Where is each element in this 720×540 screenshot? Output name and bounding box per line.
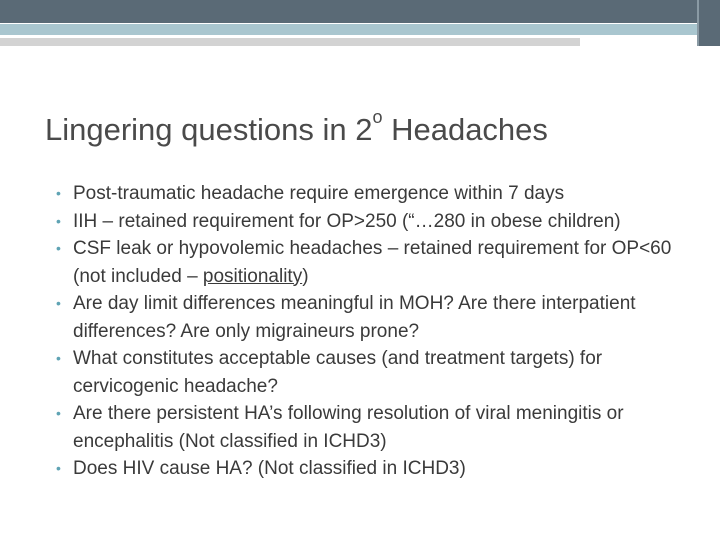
slide-title [45,107,548,150]
header-divider [697,0,699,46]
header-bar-grey [0,38,580,46]
bullet-item [56,208,706,236]
bullet-icon: • [56,350,61,366]
bullet-list [56,180,706,483]
title-main: Lingering questions in 2 [45,112,373,147]
bullet-text: Post-traumatic headache require emergence within 7 days [73,183,565,204]
header-bar-dark [0,0,697,23]
bullet-item [56,400,706,455]
title-superscript: o [372,107,383,127]
bullet-text: Does HIV cause HA? (Not classified in ICHD3) [73,458,466,479]
header-bar-teal [0,24,697,35]
bullet-text: IIH – retained requirement for OP>250 (“…280 in obese children) [73,210,621,232]
bullet-text-end: ) [302,265,309,287]
bullet-icon: • [56,212,61,229]
title-end: Headaches [382,112,548,147]
bullet-text: CSF leak or hypovolemic headaches – retained requirement for OP<60 (not included – [73,238,672,287]
bullet-icon: • [56,185,61,201]
bullet-text: Are there persistent HA’s following resolution of viral meningitis or encephalitis (Not classified in ICHD3) [73,403,624,452]
underlined-term: positionality [202,265,303,287]
bullet-text: Are day limit differences meaningful in MOH? Are there interpatient differences? Are only migraineurs prone? [73,293,636,342]
bullet-item [56,455,706,483]
bullet-item [56,235,706,290]
bullet-icon: • [56,460,61,476]
bullet-icon: • [56,240,61,256]
bullet-icon: • [56,295,61,311]
header-corner-block [699,0,720,46]
bullet-item [56,290,706,345]
bullet-icon: • [56,405,61,421]
bullet-item [56,345,706,400]
bullet-text: What constitutes acceptable causes (and treatment targets) for cervicogenic headache? [73,348,603,397]
bullet-item [56,180,706,208]
